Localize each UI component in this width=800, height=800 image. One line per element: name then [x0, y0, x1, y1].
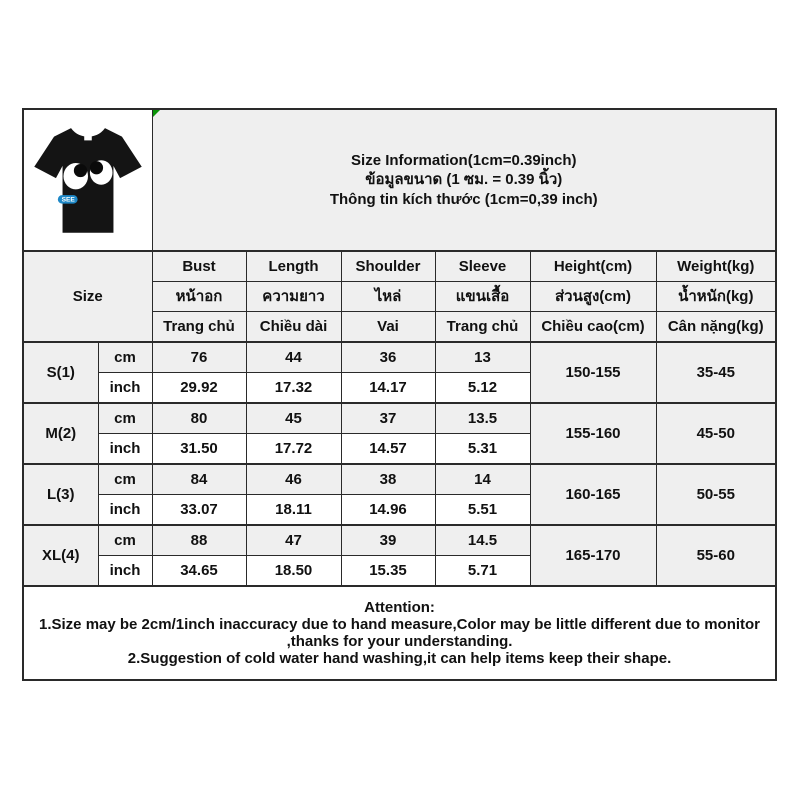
title-thai: ข้อมูลขนาด (1 ซม. = 0.39 นิ้ว) [365, 171, 563, 189]
attention-line-3: 2.Suggestion of cold water hand washing,it can help items keep their shape. [127, 650, 672, 668]
value-cell: 36 [341, 342, 435, 373]
unit-label: inch [98, 373, 152, 404]
header-bust-vi: Trang chủ [152, 312, 246, 343]
unit-label: inch [98, 556, 152, 587]
attention-heading: Attention: [364, 598, 435, 616]
value-cell: 18.50 [246, 556, 341, 587]
header-sleeve-en: Sleeve [435, 251, 530, 282]
size-column-header: Size [23, 251, 152, 342]
height-range-l3: 160-165 [530, 464, 656, 525]
value-cell: 17.32 [246, 373, 341, 404]
header-height-en: Height(cm) [530, 251, 656, 282]
value-cell: 14.57 [341, 434, 435, 465]
header-bust-en: Bust [152, 251, 246, 282]
value-cell: 14.17 [341, 373, 435, 404]
value-cell: 84 [152, 464, 246, 495]
value-cell: 39 [341, 525, 435, 556]
title-vietnamese: Thông tin kích thước (1cm=0,39 inch) [329, 190, 598, 208]
header-height-th: ส่วนสูง(cm) [530, 282, 656, 312]
value-cell: 14.96 [341, 495, 435, 526]
weight-range-xl4: 55-60 [656, 525, 776, 586]
value-cell: 76 [152, 342, 246, 373]
height-range-m2: 155-160 [530, 403, 656, 464]
tshirt-image [26, 114, 150, 246]
unit-label: inch [98, 434, 152, 465]
size-chart-table [22, 108, 777, 681]
value-cell: 38 [341, 464, 435, 495]
attention-line-1: 1.Size may be 2cm/1inch inaccuracy due to hand measure,Color may be little different due to monitor [39, 615, 761, 633]
weight-range-s1: 35-45 [656, 342, 776, 403]
height-range-xl4: 165-170 [530, 525, 656, 586]
value-cell: 29.92 [152, 373, 246, 404]
tshirt-collar-label [84, 130, 92, 140]
tshirt-right-pupil [90, 161, 103, 174]
weight-range-l3: 50-55 [656, 464, 776, 525]
size-info-title-cell [152, 109, 776, 251]
height-range-s1: 150-155 [530, 342, 656, 403]
attention-note [23, 586, 776, 680]
value-cell: 80 [152, 403, 246, 434]
value-cell: 5.31 [435, 434, 530, 465]
header-sleeve-th: แขนเสื้อ [435, 282, 530, 312]
value-cell: 5.12 [435, 373, 530, 404]
value-cell: 18.11 [246, 495, 341, 526]
row-l3-cm [23, 464, 776, 495]
value-cell: 14.5 [435, 525, 530, 556]
header-weight-th: น้ำหนัก(kg) [656, 282, 776, 312]
header-length-th: ความยาว [246, 282, 341, 312]
header-shoulder-en: Shoulder [341, 251, 435, 282]
value-cell: 37 [341, 403, 435, 434]
unit-label: cm [98, 342, 152, 373]
product-photo-cell [23, 109, 152, 251]
size-name-m2: M(2) [23, 403, 98, 464]
size-name-xl4: XL(4) [23, 525, 98, 586]
value-cell: 15.35 [341, 556, 435, 587]
title-english: Size Information(1cm=0.39inch) [351, 152, 577, 170]
value-cell: 13 [435, 342, 530, 373]
header-length-en: Length [246, 251, 341, 282]
header-row-english [23, 251, 776, 282]
attention-row [23, 586, 776, 680]
value-cell: 5.51 [435, 495, 530, 526]
size-name-l3: L(3) [23, 464, 98, 525]
tshirt-left-pupil [74, 164, 87, 177]
header-shoulder-th: ไหล่ [341, 282, 435, 312]
value-cell: 31.50 [152, 434, 246, 465]
value-cell: 5.71 [435, 556, 530, 587]
header-weight-vi: Cân nặng(kg) [656, 312, 776, 343]
row-s1-cm [23, 342, 776, 373]
value-cell: 47 [246, 525, 341, 556]
row-xl4-cm [23, 525, 776, 556]
value-cell: 34.65 [152, 556, 246, 587]
header-height-vi: Chiều cao(cm) [530, 312, 656, 343]
header-weight-en: Weight(kg) [656, 251, 776, 282]
header-sleeve-vi: Trang chủ [435, 312, 530, 343]
header-bust-th: หน้าอก [152, 282, 246, 312]
value-cell: 44 [246, 342, 341, 373]
tshirt-body [34, 128, 141, 233]
header-length-vi: Chiều dài [246, 312, 341, 343]
tshirt-logo-text: SEE [61, 196, 75, 204]
title-row [23, 109, 776, 251]
attention-line-2: ,thanks for your understanding. [286, 633, 513, 650]
size-name-s1: S(1) [23, 342, 98, 403]
unit-label: cm [98, 525, 152, 556]
weight-range-m2: 45-50 [656, 403, 776, 464]
value-cell: 33.07 [152, 495, 246, 526]
row-m2-cm [23, 403, 776, 434]
value-cell: 45 [246, 403, 341, 434]
unit-label: cm [98, 464, 152, 495]
value-cell: 13.5 [435, 403, 530, 434]
value-cell: 46 [246, 464, 341, 495]
header-shoulder-vi: Vai [341, 312, 435, 343]
unit-label: inch [98, 495, 152, 526]
value-cell: 14 [435, 464, 530, 495]
value-cell: 88 [152, 525, 246, 556]
unit-label: cm [98, 403, 152, 434]
cell-corner-marker-icon [153, 110, 160, 117]
value-cell: 17.72 [246, 434, 341, 465]
